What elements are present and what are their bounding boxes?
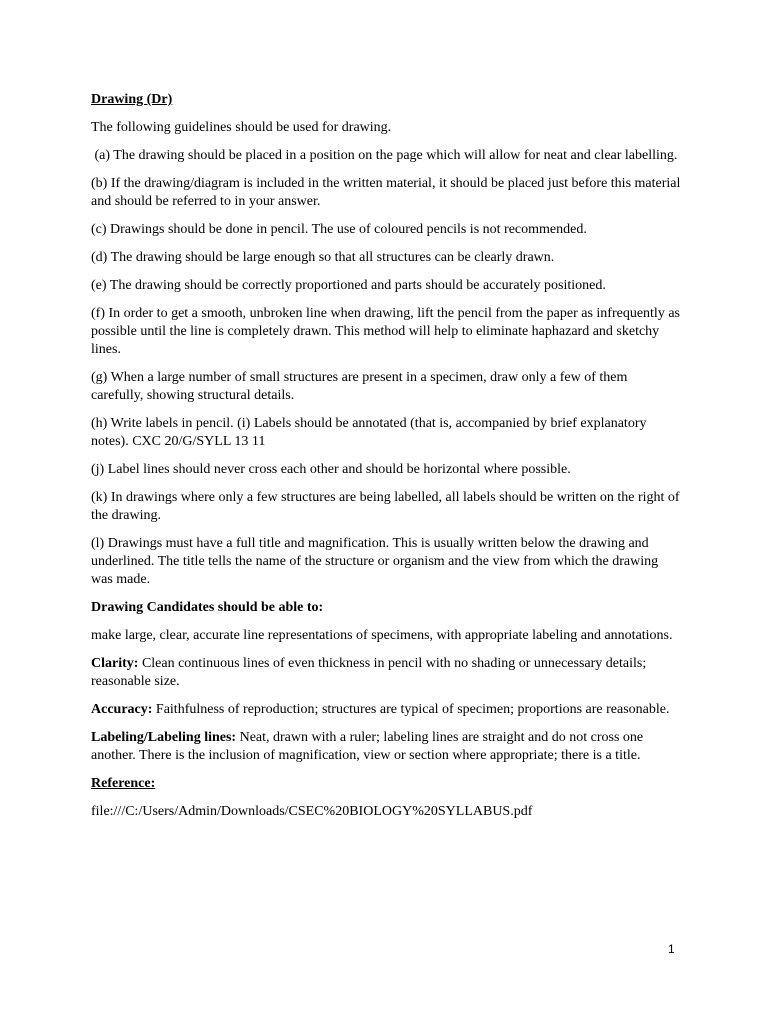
guideline-j: (j) Label lines should never cross each other and should be horizontal where possible.	[91, 462, 571, 477]
guideline-f: (f) In order to get a smooth, unbroken line when drawing, lift the pencil from the paper as infrequently as possible until the line is completely drawn. This method will help to eliminate haphazard and sketchy lines.	[91, 306, 680, 357]
guideline-k: (k) In drawings where only a few structures are being labelled, all labels should be written on the right of the drawing.	[91, 490, 680, 523]
guideline-h: (h) Write labels in pencil. (i) Labels should be annotated (that is, accompanied by brief explanatory notes). CXC 20/G/SYLL 13 11	[91, 416, 647, 449]
criterion-text: Neat, drawn with a ruler; labeling lines are straight and do not cross one another. There is the inclusion of magnification, view or section where appropriate; there is a title.	[91, 730, 644, 763]
section-title: Drawing (Dr)	[91, 92, 173, 107]
document-body	[91, 91, 681, 831]
guideline-e: (e) The drawing should be correctly proportioned and parts should be accurately positioned.	[91, 278, 606, 293]
criterion-accuracy	[91, 701, 681, 719]
criterion-clarity	[91, 655, 681, 691]
reference-heading: Reference:	[91, 776, 156, 791]
guideline-l: (l) Drawings must have a full title and magnification. This is usually written below the drawing and underlined. The title tells the name of the structure or organism and the view from which the drawing was made.	[91, 536, 659, 587]
guideline-g: (g) When a large number of small structures are present in a specimen, draw only a few of them carefully, showing structural details.	[91, 370, 628, 403]
guideline-a: (a) The drawing should be placed in a position on the page which will allow for neat and clear labelling.	[91, 148, 678, 163]
guideline-c: (c) Drawings should be done in pencil. The use of coloured pencils is not recommended.	[91, 222, 587, 237]
guideline-d: (d) The drawing should be large enough so that all structures can be clearly drawn.	[91, 250, 555, 265]
criterion-label: Labeling/Labeling lines:	[91, 730, 237, 745]
criterion-text: Faithfulness of reproduction; structures are typical of specimen; proportions are reasonable.	[152, 702, 670, 717]
intro-paragraph: The following guidelines should be used for drawing.	[91, 120, 392, 135]
criterion-text: Clean continuous lines of even thickness in pencil with no shading or unnecessary details; reasonable size.	[91, 656, 647, 689]
guideline-b: (b) If the drawing/diagram is included in the written material, it should be placed just before this material and should be referred to in your answer.	[91, 176, 681, 209]
candidates-heading: Drawing Candidates should be able to:	[91, 600, 324, 615]
criterion-label: Accuracy:	[91, 702, 153, 717]
page-number: 1	[668, 942, 675, 956]
criterion-label: Clarity:	[91, 656, 139, 671]
reference-link[interactable]: file:///C:/Users/Admin/Downloads/CSEC%20BIOLOGY%20SYLLABUS.pdf	[91, 804, 533, 819]
candidates-paragraph: make large, clear, accurate line representations of specimens, with appropriate labeling and annotations.	[91, 628, 673, 643]
criterion-labeling	[91, 729, 681, 765]
